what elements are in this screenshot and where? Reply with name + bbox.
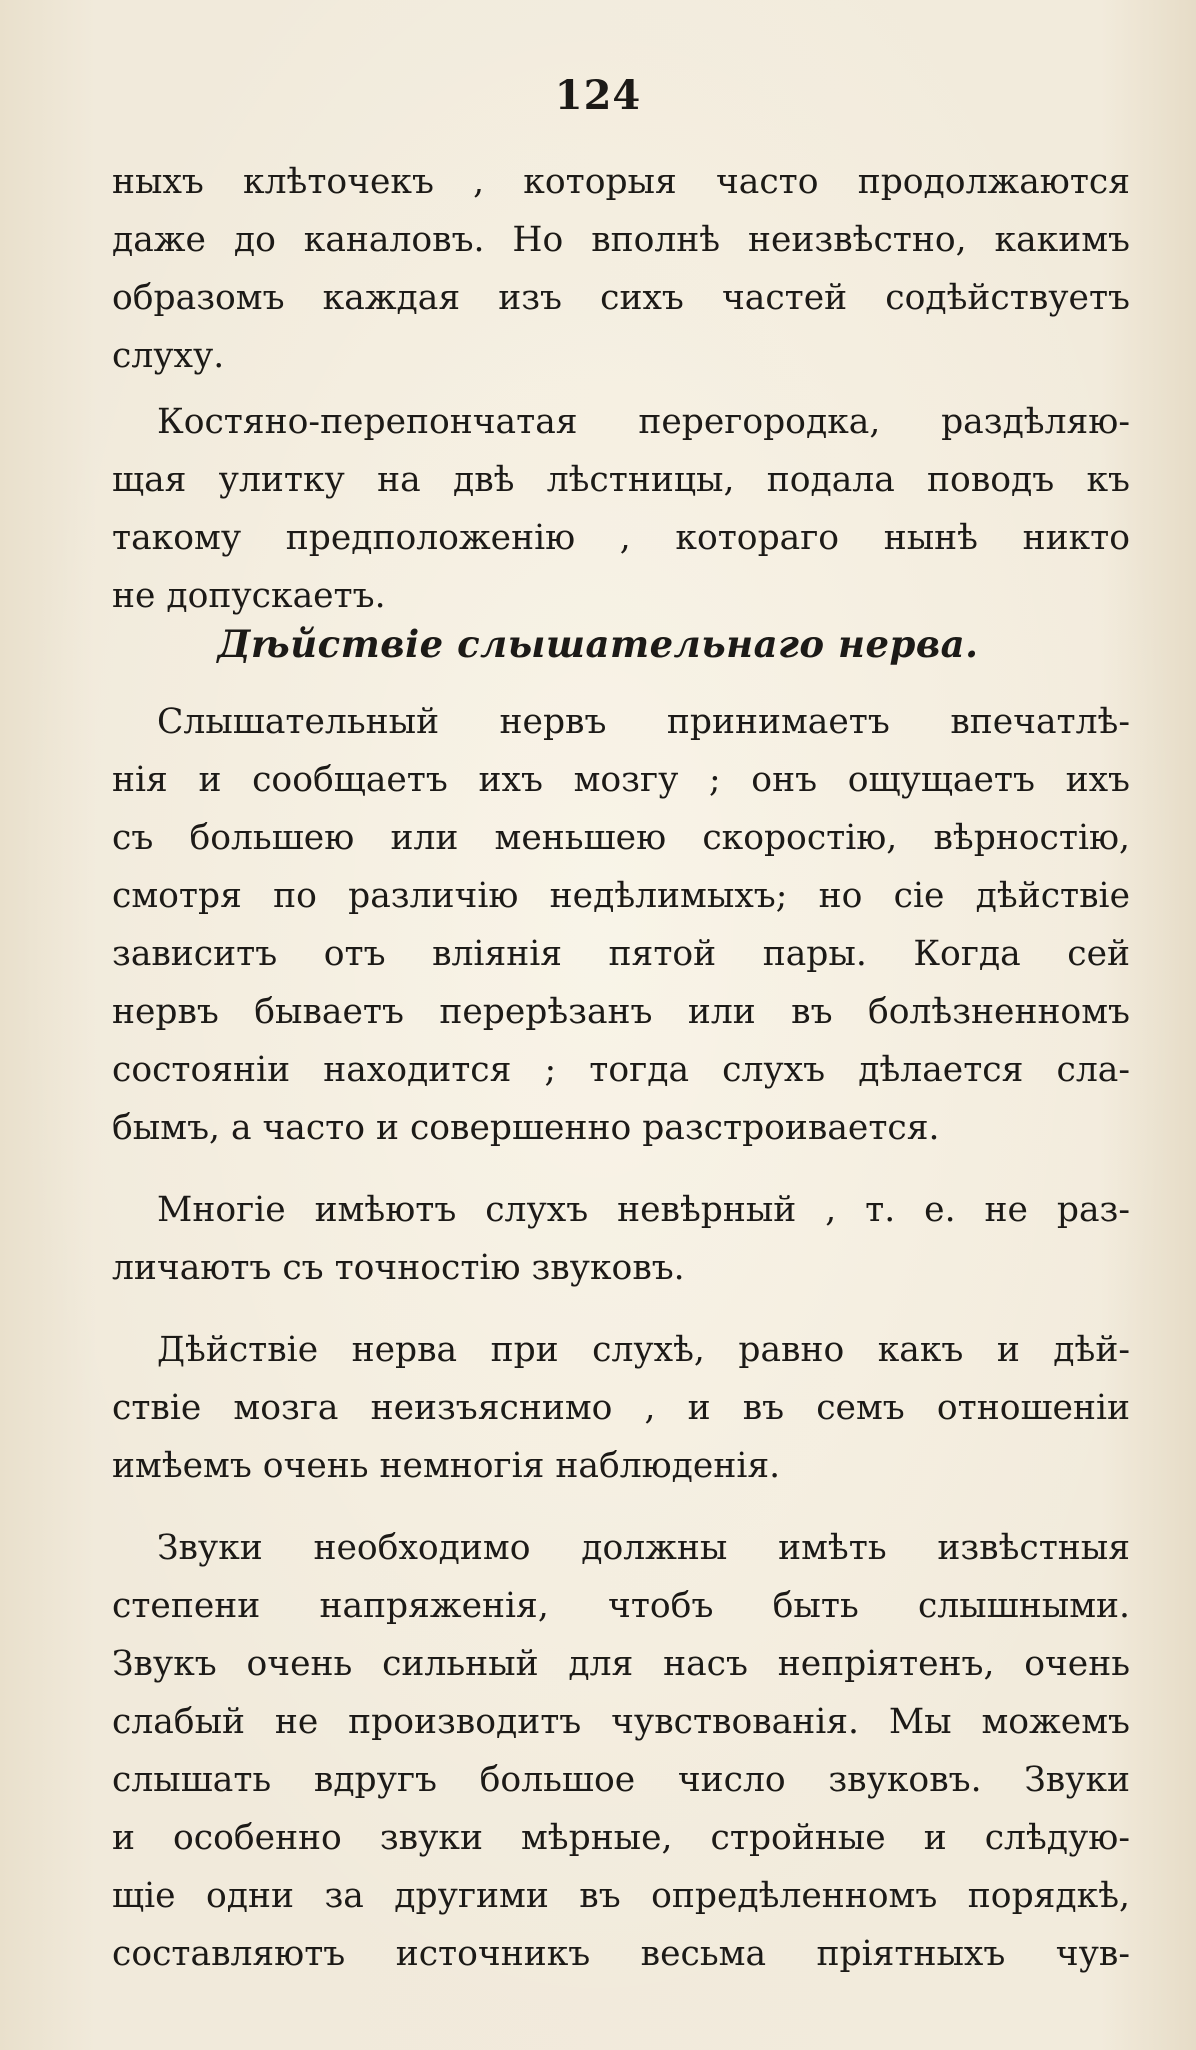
- text-line: зависитъ отъ вліянія пятой пары. Когда сей: [112, 934, 1130, 974]
- text-line: Дѣйствіе нерва при слухѣ, равно какъ и дѣй-: [157, 1330, 1130, 1370]
- text-line: степени напряженія, чтобъ быть слышными.: [112, 1586, 1130, 1626]
- paragraph: [112, 1519, 1130, 1983]
- paragraph: [112, 393, 1130, 625]
- text-line: ныхъ клѣточекъ , которыя часто продолжаются: [112, 162, 1130, 202]
- paragraph: [112, 1321, 1130, 1495]
- text-line: щіе одни за другими въ опредѣленномъ порядкѣ,: [112, 1876, 1130, 1916]
- text-line: не допускаетъ.: [112, 576, 386, 616]
- text-line: и особенно звуки мѣрные, стройные и слѣдую-: [112, 1818, 1130, 1858]
- text-line: нервъ бываетъ перерѣзанъ или въ болѣзненномъ: [112, 992, 1130, 1032]
- text-line: ствіе мозга неизъяснимо , и въ семъ отношеніи: [112, 1388, 1130, 1428]
- text-line: слышать вдругъ большое число звуковъ. Звуки: [112, 1760, 1130, 1800]
- top-text-block: [112, 153, 1130, 625]
- text-line: щая улитку на двѣ лѣстницы, подала поводъ къ: [112, 460, 1130, 500]
- text-line: Костяно-перепончатая перегородка, раздѣляю-: [157, 402, 1130, 442]
- text-line: слабый не производитъ чувствованія. Мы можемъ: [112, 1702, 1130, 1742]
- page-number: 124: [554, 72, 642, 119]
- text-line: слуху.: [112, 336, 225, 376]
- text-line: состояніи находится ; тогда слухъ дѣлается сла-: [112, 1050, 1130, 1090]
- text-line: съ большею или меньшею скоростію, вѣрностію,: [112, 818, 1130, 858]
- text-line: Звуки необходимо должны имѣть извѣстныя: [157, 1528, 1130, 1568]
- text-line: смотря по различію недѣлимыхъ; но сіе дѣйствіе: [112, 876, 1130, 916]
- text-line: личаютъ съ точностію звуковъ.: [112, 1248, 685, 1288]
- text-line: составляютъ источникъ весьма пріятныхъ чув-: [112, 1934, 1130, 1974]
- bottom-text-block: [112, 693, 1130, 1983]
- paragraph: [112, 1181, 1130, 1297]
- text-line: имѣемъ очень немногія наблюденія.: [112, 1446, 781, 1486]
- text-line: образомъ каждая изъ сихъ частей содѣйствуетъ: [112, 278, 1130, 318]
- paragraph: [112, 153, 1130, 385]
- text-line: даже до каналовъ. Но вполнѣ неизвѣстно, какимъ: [112, 220, 1130, 260]
- text-line: Слышательный нервъ принимаетъ впечатлѣ-: [157, 702, 1130, 742]
- text-line: Многіе имѣютъ слухъ невѣрный , т. е. не раз-: [157, 1190, 1130, 1230]
- text-line: такому предположенію , котораго нынѣ никто: [112, 518, 1130, 558]
- text-line: Звукъ очень сильный для насъ непріятенъ, очень: [112, 1644, 1130, 1684]
- text-line: нія и сообщаетъ ихъ мозгу ; онъ ощущаетъ ихъ: [112, 760, 1130, 800]
- text-line: бымъ, а часто и совершенно разстроивается.: [112, 1108, 940, 1148]
- paragraph: [112, 693, 1130, 1157]
- section-heading: Дѣйствіе слышательнаго нерва.: [217, 622, 979, 666]
